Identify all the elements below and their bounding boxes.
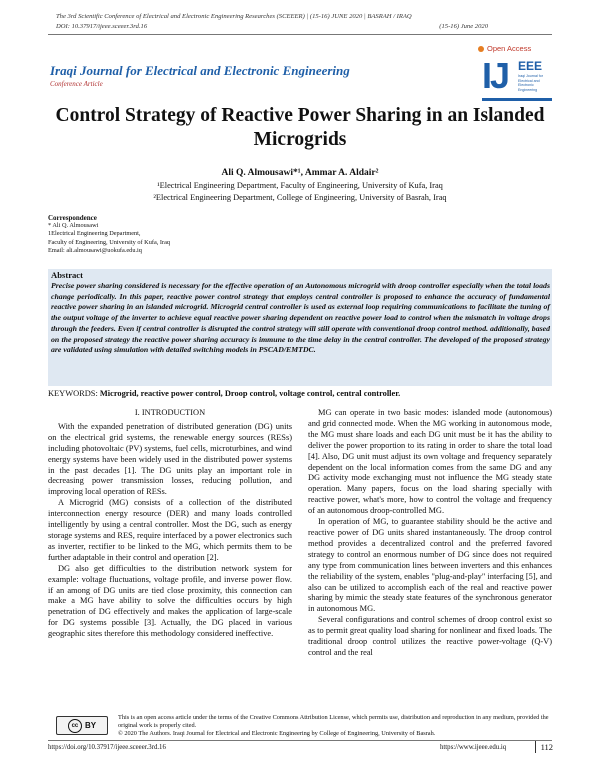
correspondence-line: * Ali Q. Almousawi <box>48 222 99 230</box>
header-rule <box>48 34 552 35</box>
footer-rule <box>48 740 552 741</box>
article-type: Conference Article <box>50 80 103 88</box>
logo-eee: EEE <box>518 59 543 73</box>
footer-doi-link[interactable]: https://doi.org/10.37917/ijeee.sceeer.3rd.16 <box>48 744 166 751</box>
keywords-label: KEYWORDS: <box>48 389 98 398</box>
paragraph: With the expanded penetration of distributed generation (DG) units on the electrical grid systems, the renewable energy sources (RESs) including photovoltaic (PV) systems, fuel cells, microturbines, and wind energy systems have been widely used in the distributed power systems in the past decades [1]. The DG units play an important role in decreasing power transmission losses, reducing pollution, and improving local operation of RESs. <box>48 421 292 497</box>
right-column <box>308 408 552 659</box>
copyright-line: © 2020 The Authors. Iraqi Journal for Electrical and Electronic Engineering by College of Engineering, University of Basrah. <box>118 729 436 737</box>
abstract-box <box>48 269 552 386</box>
keywords-text: Microgrid, reactive power control, Droop control, voltage control, central controller. <box>99 389 401 398</box>
correspondence-block <box>48 214 348 255</box>
open-access-badge <box>478 44 531 53</box>
paragraph: DG also get difficulties to the distribution network system for example: voltage fluctuations, voltage profile, and inverse power flow. if an among of DG units are tied close proximity, this connection can make a MG have ability to solve the difficulties occurs by high penetration of DG effectively and makes the application of large-scale for DG systems possible [3]. Actually, the DG placed in various geographic sites therefore this methodology considered ineffective. <box>48 563 292 639</box>
paragraph: Several configurations and control schemes of droop control exist so as to permit great quality load sharing for nonlinear and fixed loads. The traditional droop control utilizes the reactive power-voltage (Q-V) control and the real <box>308 615 552 657</box>
logo-letters: IJ <box>482 55 509 96</box>
cc-license-badge[interactable] <box>56 716 108 735</box>
paper-title: Control Strategy of Reactive Power Sharing in an Islanded Microgrids <box>55 105 545 150</box>
open-access-label: Open Access <box>487 44 532 53</box>
footer-site-link[interactable]: https://www.ijeee.edu.iq <box>440 744 507 751</box>
header-date: (15-16) June 2020 <box>439 23 488 30</box>
license-text <box>118 714 552 737</box>
authors: Ali Q. Almousawi*¹, Ammar A. Aldair² <box>221 168 379 178</box>
correspondence-email: Email: ali.almousawi@uokufa.edu.iq <box>48 246 142 254</box>
affiliation-1: ¹Electrical Engineering Department, Faculty of Engineering, University of Kufa, Iraq <box>157 181 443 190</box>
abstract-heading: Abstract <box>51 270 83 280</box>
paragraph: MG can operate in two basic modes: islanded mode (autonomous) and grid connected mode. When the MG working in autonomous mode, the MG must share loads and each DG unit must be it has the ability to deliver the power proportion to its rating in order to share the total load [4]. Also, DG unit must adjust its own voltage and frequency separately dependent on the local information comes from the same DG and any DG activity mode exchanging must not influence the MG steady state operation. Many papers, focus on the load sharing specially with reactive power, what's more, how to control the voltage and frequency of an autonomous droop-controlled MG. <box>308 408 552 516</box>
paragraph: In operation of MG, to guarantee stability should be the active and reactive power of DG units shared instantaneously. The droop control method provides a decentralized control and the preferred favored strategy to control an enormous number of DG since does not required any type from communication lines between inverters and this enhances the reliability of the system, enables "plug-and-play" interfacing [5], and also can be utilized to accomplish each of the real and reactive power sharing by mimic the steady state features of the synchronous generator in autonomous MG. <box>308 517 552 614</box>
journal-logo <box>482 54 552 102</box>
open-access-icon <box>478 46 484 52</box>
affiliation-2: ²Electrical Engineering Department, College of Engineering, University of Basrah, Iraq <box>153 193 447 202</box>
cc-icon: cc <box>68 719 82 733</box>
header-doi: DOI: 10.37917/ijeee.sceeer.3rd.16 <box>56 23 148 30</box>
license-line: This is an open access article under the terms of the Creative Commons Attribution License, which permits use, distribution and reproduction in any medium, provided the original work is properly cited. <box>118 714 549 729</box>
correspondence-line: 1Electrical Engineering Department, <box>48 230 141 238</box>
page-number: 112 <box>535 741 553 753</box>
journal-name: Iraqi Journal for Electrical and Electronic Engineering <box>50 63 350 78</box>
correspondence-heading: Correspondence <box>48 214 97 222</box>
keywords <box>48 389 552 398</box>
abstract-text: Precise power sharing considered is necessary for the effective operation of an Autonomous microgrid with droop controller especially when the total loads change periodically. In this paper, reactive power control strategy that employs central controller is proposed to enhance the accuracy of fundamental reactive power sharing in an islanded microgrid. Microgrid central controller is used as external loop requiring communications to facilitate the tuning of the output voltage of the inverter to achieve equal reactive power sharing dependent on reactive power load to control when the mismatch in voltage drops through the feeders. Even if central controller is disrupted the control strategy will still operate with conventional droop control method. additionally, based on the proposed strategy the reactive power sharing accuracy is immune to the time delay in the central controller. The developed of the proposed strategy are validated using simulation with detailed switching models in PSCAD/EMTDC. <box>51 281 550 355</box>
conference-header: The 3rd Scientific Conference of Electrical and Electronic Engineering Researches (SCEEER) | (15-16) JUNE 2020 | BASRAH / IRAQ <box>56 13 412 20</box>
doi-header <box>56 23 548 30</box>
left-column <box>48 408 292 640</box>
section-heading: I. INTRODUCTION <box>134 408 206 417</box>
correspondence-line: Faculty of Engineering, University of Kufa, Iraq <box>48 238 171 246</box>
logo-bar <box>482 98 552 101</box>
logo-subtitle: Iraqi Journal for Electrical and Electronic Engineering <box>518 74 543 92</box>
paragraph: A Microgrid (MG) consists of a collection of the distributed interconnection energy resource (DER) and many loads controlled intelligently by using a central controller. Most the DG, such as energy storage systems and RES, require interfaced by a power electronics such as inverter, rectifier to be linked to the MG, which permits them to be further adaptable in their control and operation [2]. <box>48 498 292 562</box>
cc-by-label: BY <box>84 721 97 730</box>
